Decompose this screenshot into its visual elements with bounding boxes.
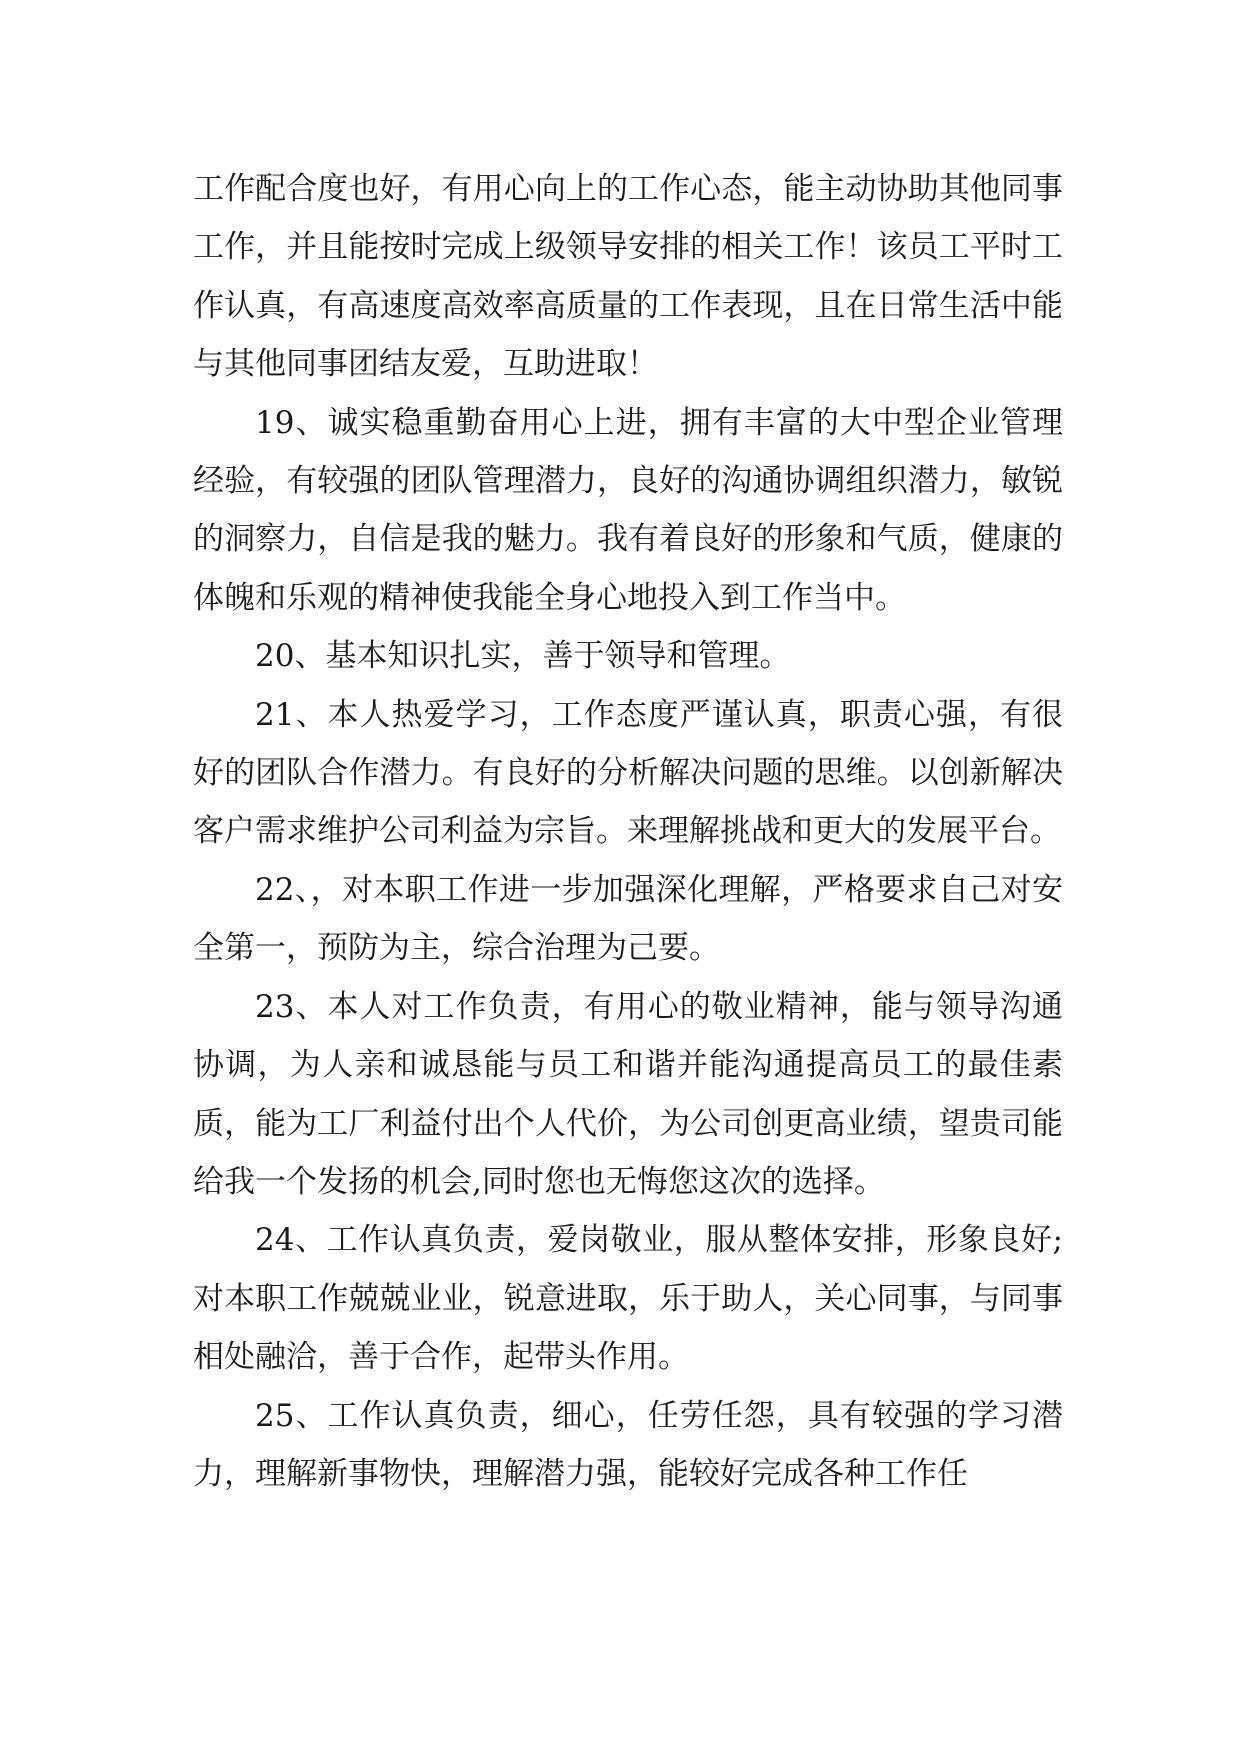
paragraph-22: 22、，对本职工作进一步加强深化理解，严格要求自己对安全第一，预防为主，综合治理为己要。 [193,871,1063,967]
document-body [193,160,1063,1503]
paragraph-19: 19、诚实稳重勤奋用心上进，拥有丰富的大中型企业管理经验，有较强的团队管理潜力，良好的沟通协调组织潜力，敏锐的洞察力，自信是我的魅力。我有着良好的形象和气质，健康的体魄和乐观的精神使我能全身心地投入到工作当中。 [193,404,1063,616]
paragraph-23: 23、本人对工作负责，有用心的敬业精神，能与领导沟通协调，为人亲和诚恳能与员工和谐并能沟通提高员工的最佳素质，能为工厂利益付出个人代价，为公司创更高业绩，望贵司能给我一个发扬的机会,同时您也无悔您这次的选择。 [193,988,1063,1200]
paragraph-25: 25、工作认真负责，细心，任劳任怨，具有较强的学习潜力，理解新事物快，理解潜力强，能较好完成各种工作任 [193,1397,1063,1492]
paragraph-24: 24、工作认真负责，爱岗敬业，服从整体安排，形象良好; 对本职工作兢兢业业，锐意进取，乐于助人，关心同事，与同事相处融洽，善于合作，起带头作用。 [193,1222,1063,1376]
paragraph-18-continued: 工作配合度也好，有用心向上的工作心态，能主动协助其他同事工作，并且能按时完成上级领导安排的相关工作！该员工平时工作认真，有高速度高效率高质量的工作表现，且在日常生活中能与其他同事团结友爱，互助进取！ [193,171,1063,383]
paragraph-20: 20、基本知识扎实，善于领导和管理。 [255,638,791,675]
paragraph-21: 21、本人热爱学习，工作态度严谨认真，职责心强，有很好的团队合作潜力。有良好的分析解决问题的思维。以创新解决客户需求维护公司利益为宗旨。来理解挑战和更大的发展平台。 [193,696,1063,850]
